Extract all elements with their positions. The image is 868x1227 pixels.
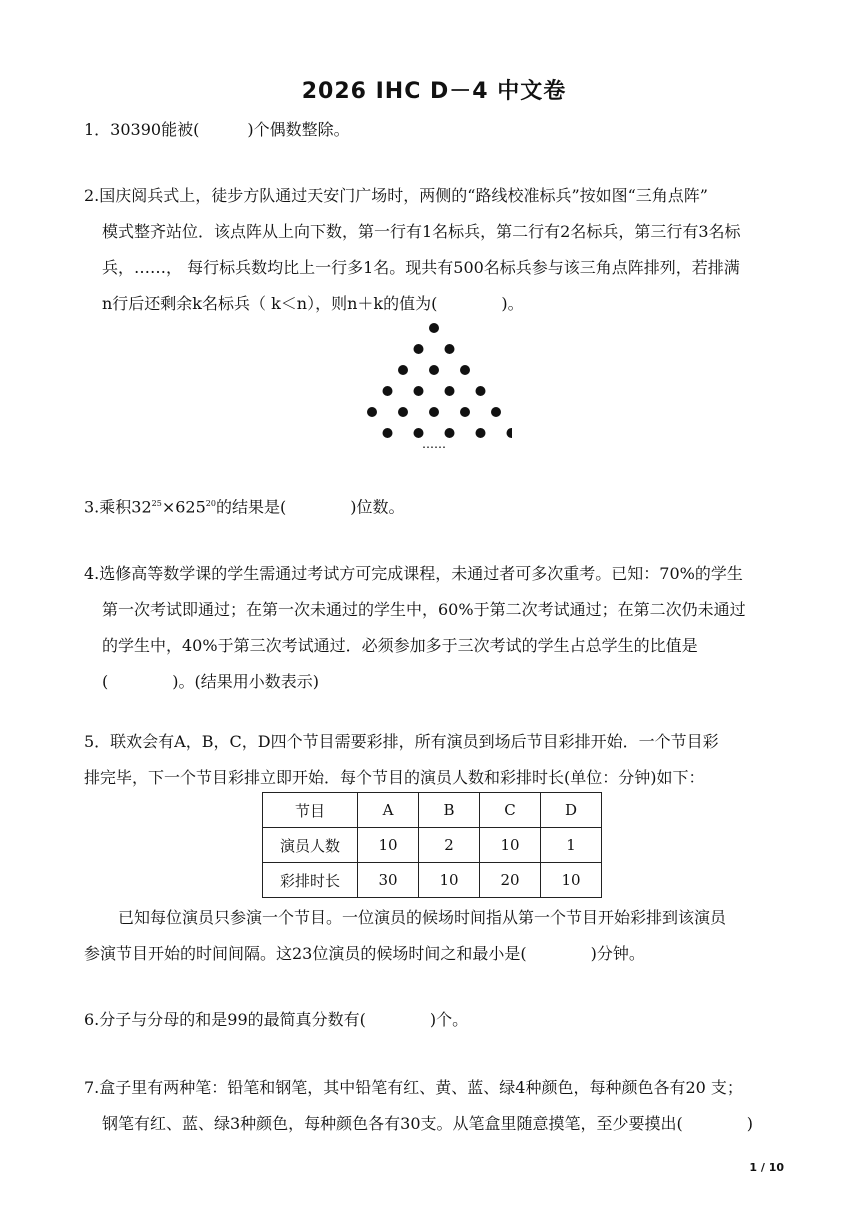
question-2-line-3: 兵，……， 每行标兵数均比上一行多1名。现共有500名标兵参与该三角点阵排列，若排满	[102, 258, 740, 277]
triangle-dot	[429, 407, 439, 417]
triangle-dot	[383, 428, 393, 438]
table-cell: 演员人数	[263, 828, 358, 863]
triangle-dot	[398, 365, 408, 375]
question-3-exponent-2: 20	[205, 499, 216, 508]
rehearsal-table	[262, 792, 602, 898]
table-header-cell: 节目	[263, 793, 358, 828]
triangle-dot	[383, 386, 393, 396]
question-2-line-1: 2.国庆阅兵式上，徒步方队通过天安门广场时，两侧的“路线校准标兵”按如图“三角点阵”	[84, 186, 708, 205]
triangle-dot-figure	[362, 318, 512, 452]
triangle-dot	[429, 323, 439, 333]
question-5-line-2: 排完毕，下一个节目彩排立即开始．每个节目的演员人数和彩排时长(单位：分钟)如下：	[84, 768, 705, 787]
question-4	[84, 556, 790, 700]
table-header-row	[263, 793, 602, 828]
question-3-exponent-1: 25	[151, 499, 162, 508]
question-7-line-2: 钢笔有红、蓝、绿3种颜色，每种颜色各有30支。从笔盒里随意摸笔，至少要摸出( )	[102, 1114, 754, 1133]
question-2-line-2: 模式整齐站位．该点阵从上向下数，第一行有1名标兵，第二行有2名标兵，第三行有3名标	[102, 222, 741, 241]
question-3-suffix: 的结果是( )位数。	[215, 497, 405, 517]
question-3-prefix: 3.乘积32	[84, 497, 152, 517]
triangle-dot	[476, 428, 486, 438]
table-cell: 10	[419, 863, 480, 898]
question-5-line-3: 已知每位演员只参演一个节目。一位演员的候场时间指从第一个节目开始彩排到该演员	[118, 908, 727, 927]
table-cell: 20	[480, 863, 541, 898]
question-3	[84, 486, 790, 525]
question-5-line-4: 参演节目开始的时间间隔。这23位演员的候场时间之和最小是( )分钟。	[84, 944, 645, 963]
triangle-dot	[460, 365, 470, 375]
triangle-dot	[429, 365, 439, 375]
question-4-line-1: 4.选修高等数学课的学生需通过考试方可完成课程，未通过者可多次重考。已知：70%的学生	[84, 564, 743, 583]
question-3-text	[84, 486, 790, 525]
triangle-dot	[414, 386, 424, 396]
table-cell: 30	[358, 863, 419, 898]
table-cell: 10	[541, 863, 602, 898]
question-1-text: 1．30390能被( )个偶数整除。	[84, 120, 350, 139]
triangle-dot	[445, 428, 455, 438]
triangle-dot	[491, 407, 501, 417]
triangle-dot	[445, 386, 455, 396]
triangle-dot	[414, 344, 424, 354]
triangle-dot	[476, 386, 486, 396]
triangle-dot	[398, 407, 408, 417]
question-7-line-1: 7.盒子里有两种笔：铅笔和钢笔，其中铅笔有红、黄、蓝、绿4种颜色，每种颜色各有20 支；	[84, 1078, 743, 1097]
question-2-line-4: n行后还剩余k名标兵（ k＜n），则n＋k的值为( )。	[102, 294, 524, 313]
table-cell: 10	[358, 828, 419, 863]
table-header-cell: A	[358, 793, 419, 828]
triangle-dot	[367, 407, 377, 417]
triangle-dot	[507, 428, 513, 438]
question-6-text: 6.分子与分母的和是99的最简真分数有( )个。	[84, 1010, 469, 1029]
question-4-line-3: 的学生中，40%于第三次考试通过．必须参加多于三次考试的学生占总学生的比值是	[102, 636, 698, 655]
triangle-dot	[445, 344, 455, 354]
question-5-line-1: 5．联欢会有A，B，C，D四个节目需要彩排，所有演员到场后节目彩排开始．一个节目彩	[84, 732, 719, 751]
table-header-cell: C	[480, 793, 541, 828]
question-4-line-4: ( )。(结果用小数表示)	[102, 672, 319, 691]
question-3-middle: ×625	[161, 497, 206, 517]
table-header-cell: D	[541, 793, 602, 828]
question-5-continued	[84, 900, 790, 972]
table-cell: 2	[419, 828, 480, 863]
triangle-ellipsis: ……	[422, 437, 446, 451]
question-1	[84, 112, 790, 148]
question-6	[84, 1002, 790, 1038]
page-title: 2026 IHC D－4 中文卷	[301, 79, 567, 104]
table-header-cell: B	[419, 793, 480, 828]
table-row	[263, 863, 602, 898]
table-cell: 10	[480, 828, 541, 863]
question-2	[84, 178, 790, 322]
table-cell: 彩排时长	[263, 863, 358, 898]
question-4-line-2: 第一次考试即通过；在第一次未通过的学生中，60%于第二次考试通过；在第二次仍未通过	[102, 600, 746, 619]
table-cell: 1	[541, 828, 602, 863]
page-number: 1 / 10	[749, 1161, 784, 1174]
table-row	[263, 828, 602, 863]
question-7	[84, 1070, 790, 1142]
question-5	[84, 724, 790, 796]
triangle-dot	[460, 407, 470, 417]
